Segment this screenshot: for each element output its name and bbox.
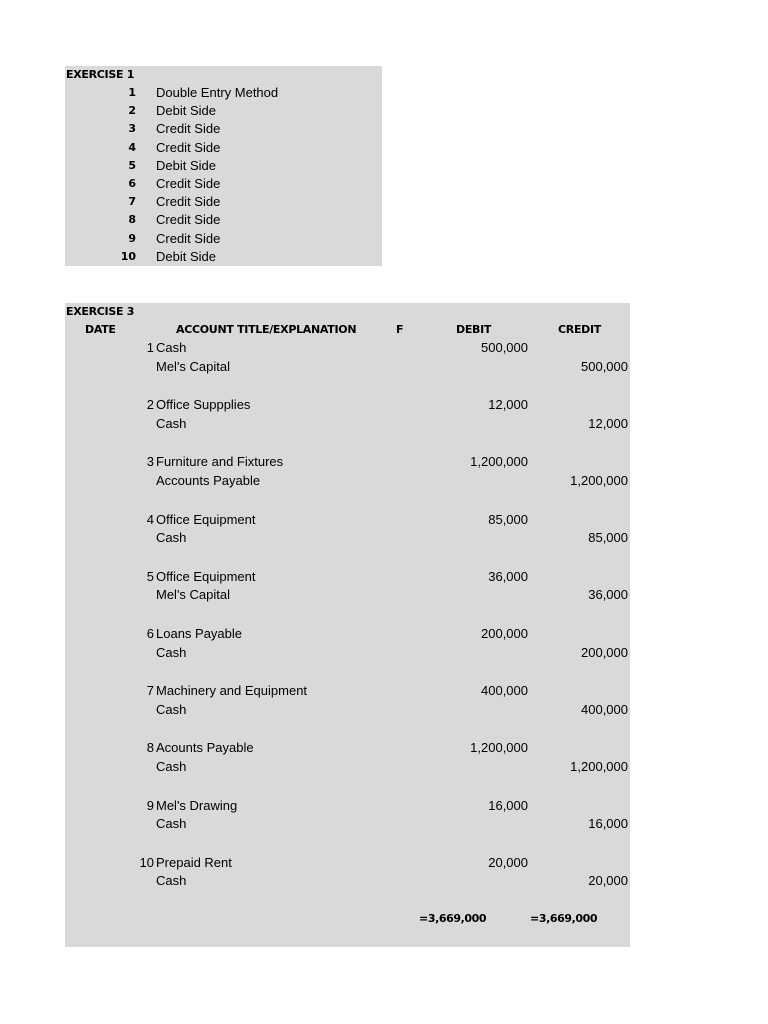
- exercise-1-item: [65, 230, 382, 248]
- credit-amount: 20,000: [588, 873, 628, 889]
- exercise-1-item: [65, 102, 382, 120]
- credit-amount: 1,200,000: [570, 758, 628, 774]
- debit-amount: 85,000: [488, 511, 528, 527]
- credit-amount: 12,000: [588, 415, 628, 431]
- credit-account: Mel's Capital: [156, 358, 231, 374]
- debit-account: Mel's Drawing: [156, 797, 238, 813]
- debit-account: Acounts Payable: [156, 740, 254, 756]
- journal-debit-line: [65, 797, 630, 815]
- journal-debit-line: [65, 682, 630, 700]
- debit-account: Furniture and Fixtures: [156, 454, 284, 470]
- exercise-1-item: [65, 139, 382, 157]
- exercise-3-title: EXERCISE 3: [66, 305, 135, 318]
- credit-amount: 200,000: [581, 644, 628, 660]
- item-answer: Credit Side: [156, 121, 221, 137]
- credit-amount: 85,000: [588, 530, 628, 546]
- debit-amount: 200,000: [481, 626, 528, 641]
- debit-account: Loans Payable: [156, 626, 243, 641]
- credit-amount: 1,200,000: [570, 472, 628, 488]
- exercise-1-item: [65, 175, 382, 193]
- credit-account: Cash: [156, 701, 187, 717]
- item-answer: Debit Side: [156, 103, 216, 119]
- item-answer: Debit Side: [156, 157, 216, 173]
- credit-amount: 500,000: [581, 358, 628, 374]
- exercise-1-item: [65, 120, 382, 138]
- journal-debit-line: [65, 568, 630, 586]
- item-answer: Credit Side: [156, 230, 221, 246]
- header-date: DATE: [85, 323, 116, 336]
- entry-number: 6: [146, 626, 154, 641]
- exercise-1-item: [65, 211, 382, 229]
- credit-account: Cash: [156, 873, 187, 889]
- entry-number: 1: [146, 340, 154, 355]
- item-answer: Double Entry Method: [156, 85, 279, 100]
- header-account-title: ACCOUNT TITLE/EXPLANATION: [176, 323, 357, 336]
- entry-number: 8: [146, 740, 154, 756]
- journal-credit-line: [65, 872, 630, 890]
- debit-account: Cash: [156, 340, 187, 355]
- entry-number: 2: [146, 397, 154, 413]
- journal-credit-line: [65, 644, 630, 662]
- item-answer: Credit Side: [156, 212, 221, 228]
- exercise-1-item: [65, 84, 382, 102]
- journal-credit-line: [65, 758, 630, 776]
- credit-account: Cash: [156, 644, 187, 660]
- item-number: 9: [128, 231, 136, 245]
- item-number: 5: [128, 158, 136, 172]
- exercise-3-block: [65, 303, 630, 947]
- item-number: 4: [128, 140, 136, 154]
- journal-debit-line: [65, 854, 630, 872]
- debit-account: Office Equipment: [156, 511, 256, 527]
- journal-credit-line: [65, 358, 630, 376]
- header-credit: CREDIT: [558, 323, 601, 336]
- journal-debit-line: [65, 453, 630, 471]
- debit-amount: 500,000: [481, 340, 528, 355]
- exercise-1-item: [65, 157, 382, 175]
- item-answer: Credit Side: [156, 176, 221, 191]
- debit-amount: 16,000: [488, 797, 528, 813]
- entry-number: 7: [146, 683, 154, 699]
- item-number: 7: [128, 195, 136, 209]
- item-number: 10: [120, 249, 136, 263]
- total-credit: =3,669,000: [530, 912, 598, 925]
- item-number: 8: [128, 213, 136, 227]
- item-number: 3: [128, 122, 136, 136]
- debit-account: Machinery and Equipment: [156, 683, 308, 699]
- exercise-1-item: [65, 248, 382, 266]
- credit-account: Cash: [156, 816, 187, 832]
- journal-credit-line: [65, 472, 630, 490]
- debit-amount: 36,000: [488, 568, 528, 584]
- debit-amount: 20,000: [488, 854, 528, 870]
- credit-amount: 16,000: [588, 816, 628, 832]
- header-debit: DEBIT: [456, 323, 492, 336]
- exercise-1-block: [65, 66, 382, 266]
- item-number: 1: [128, 86, 136, 99]
- credit-account: Cash: [156, 530, 187, 546]
- journal-credit-line: [65, 529, 630, 547]
- debit-amount: 1,200,000: [470, 740, 528, 756]
- journal-debit-line: [65, 625, 630, 643]
- entry-number: 3: [146, 454, 154, 470]
- exercise-1-title: EXERCISE 1: [66, 68, 135, 81]
- journal-debit-line: [65, 739, 630, 757]
- credit-account: Cash: [156, 758, 187, 774]
- journal-debit-line: [65, 511, 630, 529]
- item-answer: Debit Side: [156, 248, 216, 264]
- entry-number: 5: [146, 568, 154, 584]
- debit-account: Prepaid Rent: [156, 854, 232, 870]
- header-f: F: [396, 323, 404, 336]
- item-number: 6: [128, 177, 136, 190]
- journal-debit-line: [65, 396, 630, 414]
- item-answer: Credit Side: [156, 194, 221, 210]
- journal-credit-line: [65, 586, 630, 604]
- credit-amount: 36,000: [588, 587, 628, 603]
- credit-account: Accounts Payable: [156, 472, 261, 488]
- entry-number: 10: [139, 854, 154, 870]
- entry-number: 9: [146, 797, 154, 813]
- credit-account: Cash: [156, 415, 187, 431]
- debit-amount: 12,000: [488, 397, 528, 413]
- credit-account: Mel's Capital: [156, 587, 231, 603]
- total-debit: =3,669,000: [419, 912, 487, 925]
- entry-number: 4: [146, 511, 154, 527]
- item-answer: Credit Side: [156, 139, 221, 155]
- journal-debit-line: [65, 339, 630, 357]
- journal-credit-line: [65, 815, 630, 833]
- journal-credit-line: [65, 415, 630, 433]
- item-number: 2: [128, 104, 136, 118]
- debit-account: Office Equipment: [156, 568, 256, 584]
- debit-amount: 400,000: [481, 683, 528, 699]
- debit-account: Office Suppplies: [156, 397, 251, 413]
- exercise-1-item: [65, 193, 382, 211]
- debit-amount: 1,200,000: [470, 454, 528, 470]
- journal-credit-line: [65, 701, 630, 719]
- credit-amount: 400,000: [581, 701, 628, 717]
